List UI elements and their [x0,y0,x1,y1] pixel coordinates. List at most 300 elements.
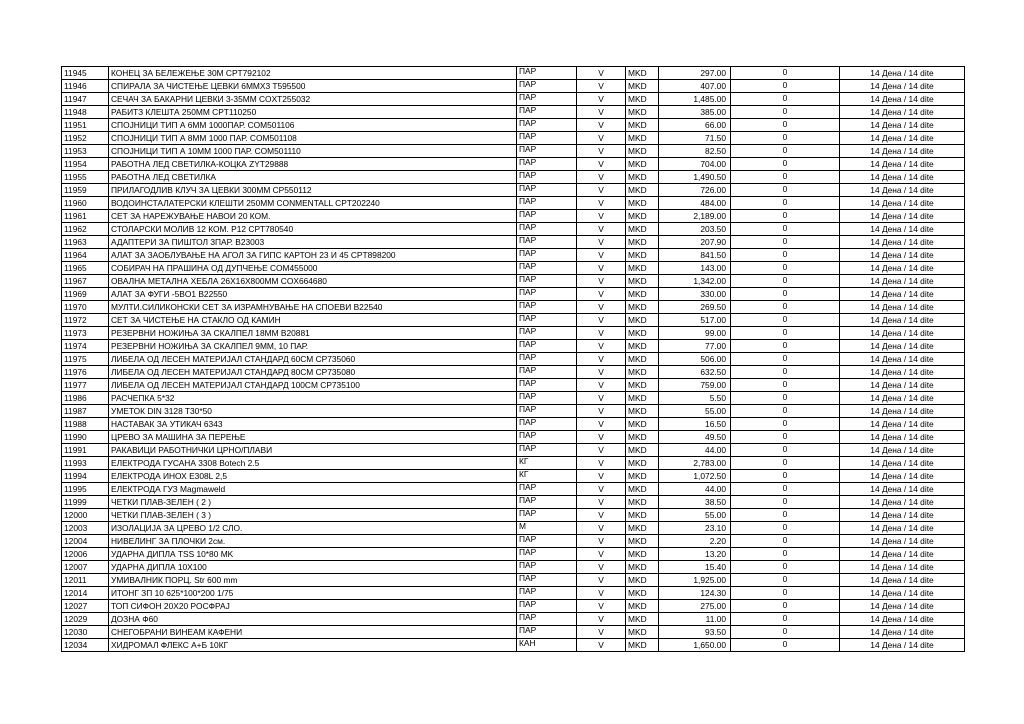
item-delivery-days: 14 Дена / 14 dite [840,184,965,197]
item-delivery-days: 14 Дена / 14 dite [840,275,965,288]
item-zero: 0 [731,145,840,158]
item-v-flag: V [577,353,626,366]
item-code: 11952 [62,132,109,145]
table-row [62,80,965,93]
item-delivery-days: 14 Дена / 14 dite [840,301,965,314]
item-v-flag: V [577,509,626,522]
table-row [62,106,965,119]
item-code: 12007 [62,561,109,574]
item-currency: MKD [626,184,659,197]
item-price: 55.00 [659,405,731,418]
item-currency: MKD [626,626,659,639]
item-unit: КГ [517,457,577,470]
item-currency: MKD [626,496,659,509]
item-zero: 0 [731,639,840,652]
item-delivery-days: 14 Дена / 14 dite [840,288,965,301]
item-price: 143.00 [659,262,731,275]
item-name: АДАПТЕРИ ЗА ПИШТОЛ 3ПАР. B23003 [109,236,517,249]
item-price: 2.20 [659,535,731,548]
item-v-flag: V [577,522,626,535]
item-code: 11948 [62,106,109,119]
item-price: 1,925.00 [659,574,731,587]
table-row [62,275,965,288]
table-row [62,353,965,366]
item-delivery-days: 14 Дена / 14 dite [840,340,965,353]
table-row [62,509,965,522]
item-currency: MKD [626,158,659,171]
item-code: 11965 [62,262,109,275]
item-currency: MKD [626,106,659,119]
table-row [62,340,965,353]
item-unit: ПАР [517,314,577,327]
item-unit: ПАР [517,145,577,158]
item-v-flag: V [577,184,626,197]
item-v-flag: V [577,626,626,639]
item-v-flag: V [577,327,626,340]
item-v-flag: V [577,132,626,145]
item-v-flag: V [577,145,626,158]
item-v-flag: V [577,106,626,119]
item-currency: MKD [626,275,659,288]
item-code: 11999 [62,496,109,509]
item-zero: 0 [731,587,840,600]
item-v-flag: V [577,392,626,405]
item-v-flag: V [577,249,626,262]
table-row [62,548,965,561]
item-unit: ПАР [517,535,577,548]
item-code: 11963 [62,236,109,249]
item-delivery-days: 14 Дена / 14 dite [840,587,965,600]
item-v-flag: V [577,535,626,548]
table-row [62,574,965,587]
item-name: СЕЧАЧ ЗА БАКАРНИ ЦЕВКИ 3-35ММ COXT255032 [109,93,517,106]
item-currency: MKD [626,613,659,626]
item-zero: 0 [731,444,840,457]
item-price: 82.50 [659,145,731,158]
table-row [62,145,965,158]
item-code: 11945 [62,67,109,80]
item-delivery-days: 14 Дена / 14 dite [840,496,965,509]
table-row [62,327,965,340]
item-code: 11964 [62,249,109,262]
item-delivery-days: 14 Дена / 14 dite [840,535,965,548]
item-currency: MKD [626,392,659,405]
item-code: 11951 [62,119,109,132]
item-currency: MKD [626,366,659,379]
table-row [62,158,965,171]
price-list-sheet [61,66,965,652]
item-delivery-days: 14 Дена / 14 dite [840,574,965,587]
item-zero: 0 [731,314,840,327]
item-price: 99.00 [659,327,731,340]
item-v-flag: V [577,587,626,600]
item-delivery-days: 14 Дена / 14 dite [840,262,965,275]
item-currency: MKD [626,262,659,275]
item-zero: 0 [731,613,840,626]
item-unit: М [517,522,577,535]
item-zero: 0 [731,353,840,366]
item-code: 11986 [62,392,109,405]
item-name: ДОЗНА Ф60 [109,613,517,626]
item-v-flag: V [577,314,626,327]
item-zero: 0 [731,470,840,483]
table-row [62,600,965,613]
item-unit: ПАР [517,418,577,431]
item-unit: КАН [517,639,577,652]
item-currency: MKD [626,379,659,392]
item-zero: 0 [731,275,840,288]
item-price: 124.30 [659,587,731,600]
item-price: 1,650.00 [659,639,731,652]
item-name: ЕЛЕКТРОДА ГУСАНА 3308 Botech 2.5 [109,457,517,470]
price-list-table [61,66,965,652]
item-currency: MKD [626,223,659,236]
table-row [62,626,965,639]
table-row [62,314,965,327]
item-code: 12003 [62,522,109,535]
item-unit: ПАР [517,626,577,639]
item-price: 15.40 [659,561,731,574]
item-delivery-days: 14 Дена / 14 dite [840,457,965,470]
item-unit: ПАР [517,93,577,106]
item-v-flag: V [577,223,626,236]
item-name: РЕЗЕРВНИ НОЖИЊА ЗА СКАЛПЕЛ 18ММ B20881 [109,327,517,340]
item-unit: ПАР [517,509,577,522]
item-currency: MKD [626,314,659,327]
item-delivery-days: 14 Дена / 14 dite [840,470,965,483]
item-code: 11961 [62,210,109,223]
item-price: 1,072.50 [659,470,731,483]
item-unit: ПАР [517,171,577,184]
item-delivery-days: 14 Дена / 14 dite [840,444,965,457]
item-zero: 0 [731,210,840,223]
item-price: 49.50 [659,431,731,444]
item-price: 11.00 [659,613,731,626]
item-code: 11962 [62,223,109,236]
item-unit: ПАР [517,483,577,496]
item-currency: MKD [626,483,659,496]
table-row [62,249,965,262]
item-currency: MKD [626,132,659,145]
item-zero: 0 [731,600,840,613]
table-row [62,197,965,210]
item-price: 275.00 [659,600,731,613]
item-currency: MKD [626,288,659,301]
item-currency: MKD [626,327,659,340]
item-delivery-days: 14 Дена / 14 dite [840,249,965,262]
item-unit: ПАР [517,67,577,80]
item-v-flag: V [577,444,626,457]
item-price: 66.00 [659,119,731,132]
item-name: РЕЗЕРВНИ НОЖИЊА ЗА СКАЛПЕЛ 9ММ, 10 ПАР. [109,340,517,353]
item-currency: MKD [626,561,659,574]
item-code: 11955 [62,171,109,184]
item-price: 44.00 [659,444,731,457]
table-row [62,483,965,496]
item-price: 517.00 [659,314,731,327]
item-price: 841.50 [659,249,731,262]
item-code: 11953 [62,145,109,158]
item-code: 12014 [62,587,109,600]
item-unit: ПАР [517,613,577,626]
table-row [62,522,965,535]
item-price: 44.00 [659,483,731,496]
item-price: 38.50 [659,496,731,509]
item-unit: ПАР [517,392,577,405]
item-zero: 0 [731,509,840,522]
item-name: КОНЕЦ ЗА БЕЛЕЖЕЊЕ 30М CPT792102 [109,67,517,80]
item-zero: 0 [731,301,840,314]
item-name: ЛИБЕЛА ОД ЛЕСЕН МАТЕРИЈАЛ СТАНДАРД 80CM CP735080 [109,366,517,379]
item-v-flag: V [577,379,626,392]
item-name: РАБИТЗ КЛЕШТА 250ММ CPT110250 [109,106,517,119]
item-currency: MKD [626,535,659,548]
item-code: 11988 [62,418,109,431]
item-code: 11970 [62,301,109,314]
table-row [62,223,965,236]
item-code: 11991 [62,444,109,457]
table-row [62,262,965,275]
table-row [62,379,965,392]
item-unit: ПАР [517,223,577,236]
item-code: 12034 [62,639,109,652]
item-code: 11990 [62,431,109,444]
item-unit: ПАР [517,119,577,132]
item-v-flag: V [577,93,626,106]
item-delivery-days: 14 Дена / 14 dite [840,67,965,80]
item-v-flag: V [577,639,626,652]
item-delivery-days: 14 Дена / 14 dite [840,236,965,249]
item-name: ЕЛЕКТРОДА ГУЗ Magmaweld [109,483,517,496]
item-unit: ПАР [517,106,577,119]
item-code: 11946 [62,80,109,93]
item-zero: 0 [731,93,840,106]
item-currency: MKD [626,119,659,132]
item-unit: ПАР [517,366,577,379]
table-row [62,119,965,132]
item-currency: MKD [626,600,659,613]
item-price: 1,490.50 [659,171,731,184]
item-currency: MKD [626,587,659,600]
item-v-flag: V [577,67,626,80]
item-currency: MKD [626,210,659,223]
table-row [62,288,965,301]
item-unit: ПАР [517,249,577,262]
item-code: 11994 [62,470,109,483]
item-price: 23.10 [659,522,731,535]
item-currency: MKD [626,197,659,210]
item-price: 77.00 [659,340,731,353]
item-code: 11967 [62,275,109,288]
item-v-flag: V [577,457,626,470]
table-row [62,535,965,548]
item-zero: 0 [731,561,840,574]
item-currency: MKD [626,431,659,444]
item-delivery-days: 14 Дена / 14 dite [840,626,965,639]
table-row [62,184,965,197]
item-unit: ПАР [517,600,577,613]
table-row [62,405,965,418]
item-name: ЦРЕВО ЗА МАШИНА ЗА ПЕРЕЊЕ [109,431,517,444]
item-name: ИТОНГ ЗП 10 625*100*200 1/75 [109,587,517,600]
item-name: ВОДОИНСТАЛАТЕРСКИ КЛЕШТИ 250ММ CONMENTALL CPT202240 [109,197,517,210]
item-delivery-days: 14 Дена / 14 dite [840,197,965,210]
item-unit: ПАР [517,379,577,392]
item-zero: 0 [731,535,840,548]
item-zero: 0 [731,158,840,171]
item-delivery-days: 14 Дена / 14 dite [840,509,965,522]
item-delivery-days: 14 Дена / 14 dite [840,93,965,106]
item-currency: MKD [626,457,659,470]
item-unit: ПАР [517,548,577,561]
item-delivery-days: 14 Дена / 14 dite [840,366,965,379]
item-v-flag: V [577,210,626,223]
table-row [62,561,965,574]
item-name: ОВАЛНА МЕТАЛНА ХЕБЛА 26X16X800ММ COX664680 [109,275,517,288]
item-code: 11995 [62,483,109,496]
item-name: УМЕТОК DIN 3128 T30*50 [109,405,517,418]
table-row [62,301,965,314]
item-zero: 0 [731,119,840,132]
item-v-flag: V [577,119,626,132]
item-price: 55.00 [659,509,731,522]
item-v-flag: V [577,236,626,249]
item-name: УДАРНА ДИПЛА TSS 10*80 MK [109,548,517,561]
item-name: СНЕГОБРАНИ ВИНЕАМ КАФЕНИ [109,626,517,639]
item-name: РАКАВИЦИ РАБОТНИЧКИ ЦРНО/ПЛАВИ [109,444,517,457]
item-v-flag: V [577,613,626,626]
item-code: 12030 [62,626,109,639]
item-unit: ПАР [517,587,577,600]
item-code: 11974 [62,340,109,353]
item-zero: 0 [731,483,840,496]
item-name: МУЛТИ.СИЛИКОНСКИ СЕТ ЗА ИЗРАМНУВАЊЕ НА СПОЕВИ B22540 [109,301,517,314]
item-zero: 0 [731,496,840,509]
item-price: 2,783.00 [659,457,731,470]
table-row [62,171,965,184]
item-name: СПОЈНИЦИ ТИП А 8ММ 1000 ПАР. COM501108 [109,132,517,145]
item-zero: 0 [731,340,840,353]
item-delivery-days: 14 Дена / 14 dite [840,561,965,574]
item-v-flag: V [577,574,626,587]
item-price: 2,189.00 [659,210,731,223]
item-currency: MKD [626,236,659,249]
item-name: СПИРАЛА ЗА ЧИСТЕЊЕ ЦЕВКИ 6MMX3 T595500 [109,80,517,93]
item-zero: 0 [731,366,840,379]
item-name: ТОП СИФОН 20X20 POCФРАЈ [109,600,517,613]
item-currency: MKD [626,548,659,561]
item-code: 12006 [62,548,109,561]
item-code: 11976 [62,366,109,379]
item-price: 1,342.00 [659,275,731,288]
item-name: СПОЈНИЦИ ТИП А 6ММ 1000ПАР. COM501106 [109,119,517,132]
item-v-flag: V [577,548,626,561]
item-zero: 0 [731,405,840,418]
item-currency: MKD [626,418,659,431]
item-price: 385.00 [659,106,731,119]
table-row [62,366,965,379]
item-delivery-days: 14 Дена / 14 dite [840,119,965,132]
table-row [62,613,965,626]
item-currency: MKD [626,353,659,366]
item-zero: 0 [731,457,840,470]
table-row [62,457,965,470]
item-code: 11960 [62,197,109,210]
item-delivery-days: 14 Дена / 14 dite [840,405,965,418]
item-zero: 0 [731,106,840,119]
item-delivery-days: 14 Дена / 14 dite [840,80,965,93]
item-delivery-days: 14 Дена / 14 dite [840,158,965,171]
item-price: 16.50 [659,418,731,431]
item-name: СТОЛАРСКИ МОЛИВ 12 КОМ. P12 CPT780540 [109,223,517,236]
item-currency: MKD [626,145,659,158]
item-v-flag: V [577,483,626,496]
item-price: 71.50 [659,132,731,145]
item-zero: 0 [731,548,840,561]
item-currency: MKD [626,405,659,418]
item-code: 11972 [62,314,109,327]
item-v-flag: V [577,158,626,171]
item-zero: 0 [731,249,840,262]
item-currency: MKD [626,574,659,587]
item-unit: ПАР [517,405,577,418]
item-delivery-days: 14 Дена / 14 dite [840,522,965,535]
item-code: 11987 [62,405,109,418]
item-v-flag: V [577,340,626,353]
table-row [62,418,965,431]
item-unit: ПАР [517,301,577,314]
item-delivery-days: 14 Дена / 14 dite [840,483,965,496]
item-name: АЛАТ ЗА ФУГИ -5BO1 B22550 [109,288,517,301]
table-row [62,496,965,509]
item-code: 11977 [62,379,109,392]
item-v-flag: V [577,418,626,431]
item-zero: 0 [731,80,840,93]
item-name: РАБОТНА ЛЕД СВЕТИЛКА-КОЦКА ZYT29888 [109,158,517,171]
item-zero: 0 [731,379,840,392]
item-currency: MKD [626,340,659,353]
item-name: ЧЕТКИ ПЛАВ-ЗЕЛЕН ( 2 ) [109,496,517,509]
item-unit: ПАР [517,288,577,301]
item-currency: MKD [626,509,659,522]
item-unit: ПАР [517,561,577,574]
item-v-flag: V [577,431,626,444]
table-row [62,93,965,106]
item-name: СЕТ ЗА НАРЕЖУВАЊЕ НАВОИ 20 КОМ. [109,210,517,223]
item-code: 11959 [62,184,109,197]
item-zero: 0 [731,236,840,249]
item-name: ИЗОЛАЦИЈА ЗА ЦРЕВО 1/2 СЛО. [109,522,517,535]
item-delivery-days: 14 Дена / 14 dite [840,106,965,119]
item-v-flag: V [577,262,626,275]
item-price: 484.00 [659,197,731,210]
item-name: ПРИЛАГОДЛИВ КЛУЧ ЗА ЦЕВКИ 300ММ CP550112 [109,184,517,197]
item-delivery-days: 14 Дена / 14 dite [840,548,965,561]
item-unit: ПАР [517,275,577,288]
item-currency: MKD [626,444,659,457]
item-v-flag: V [577,80,626,93]
item-name: ЕЛЕКТРОДА ИНОХ E308L 2,5 [109,470,517,483]
item-zero: 0 [731,327,840,340]
item-v-flag: V [577,600,626,613]
item-zero: 0 [731,184,840,197]
item-unit: ПАР [517,236,577,249]
table-row [62,67,965,80]
item-currency: MKD [626,171,659,184]
item-delivery-days: 14 Дена / 14 dite [840,639,965,652]
item-zero: 0 [731,197,840,210]
item-code: 11993 [62,457,109,470]
